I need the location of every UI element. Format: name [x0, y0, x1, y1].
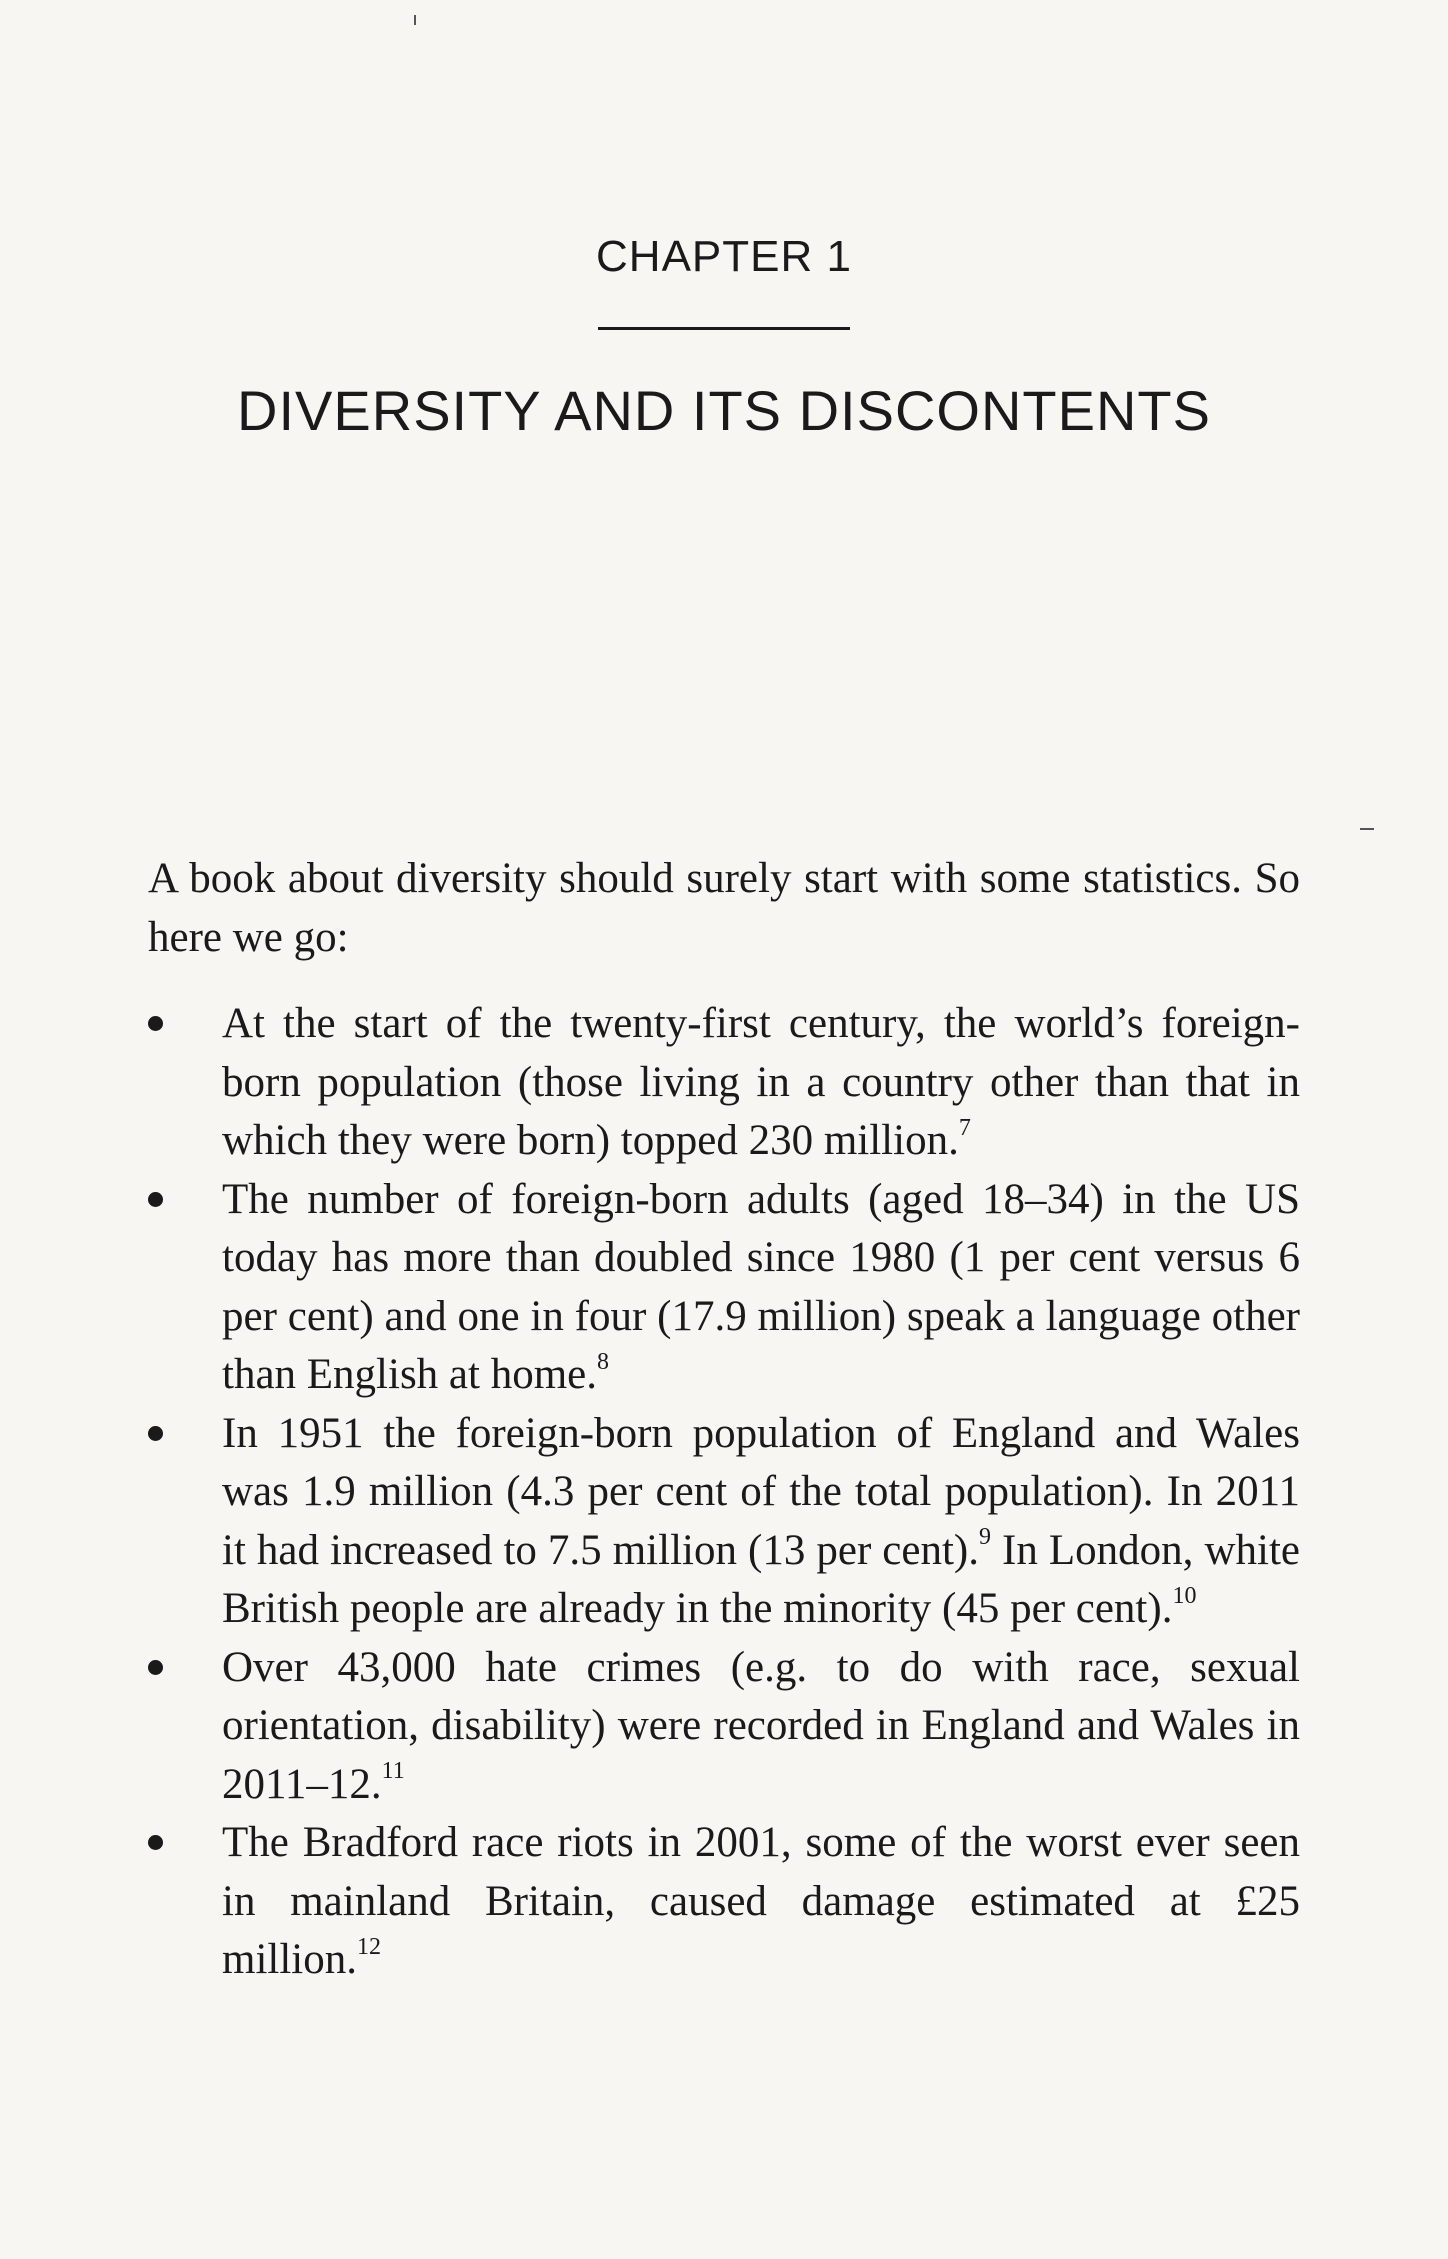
footnote-marker: 8 [597, 1348, 609, 1375]
statistics-list [148, 995, 1300, 1990]
bullet-icon [148, 1660, 163, 1675]
bullet-icon [148, 1016, 163, 1031]
footnote-marker: 7 [958, 1114, 971, 1141]
footnote-marker: 9 [979, 1524, 991, 1551]
body-text [148, 850, 1300, 1990]
list-item-text: The number of foreign-born adults (aged 18–34) in the US today has more than doubled since 1980 (1 per cent versus 6 per cent) and one in four (17.9 million) speak a language other than English at home. [222, 1175, 1300, 1398]
list-item-text: The Bradford race riots in 2001, some of the worst ever seen in mainland Britain, caused damage estimated at £25 million. [222, 1819, 1300, 1983]
list-item [148, 1171, 1300, 1405]
list-item-text: In London, white British people are already in the minority (45 per cent). [222, 1526, 1300, 1632]
footnote-marker: 10 [1172, 1582, 1197, 1609]
bullet-icon [148, 1426, 163, 1441]
chapter-label: CHAPTER 1 [596, 232, 852, 281]
bullet-icon [148, 1835, 163, 1850]
list-item [148, 1405, 1300, 1639]
list-item [148, 995, 1300, 1171]
list-item [148, 1814, 1300, 1990]
list-item-text: In 1951 the foreign-born population of England and Wales was 1.9 million (4.3 per cent of the total population). In 2011 it had increased to 7.5 million (13 per cent). [222, 1409, 1300, 1574]
scan-speck [414, 15, 416, 25]
footnote-marker: 12 [356, 1933, 381, 1960]
chapter-divider [598, 327, 850, 330]
list-item-text: Over 43,000 hate crimes (e.g. to do with race, sexual orientation, disability) were recorded in England and Wales in 2011–12. [222, 1643, 1300, 1808]
footnote-marker: 11 [381, 1758, 405, 1785]
intro-paragraph: A book about diversity should surely start with some statistics. So here we go: [148, 855, 1300, 961]
list-item [148, 1639, 1300, 1815]
bullet-icon [148, 1192, 163, 1207]
list-item-text: At the start of the twenty-first century, the world’s foreign-born population (those living in a country other than that in which they were born) topped 230 million. [222, 1000, 1300, 1164]
scan-speck [1360, 828, 1374, 830]
chapter-title: DIVERSITY AND ITS DISCONTENTS [237, 379, 1211, 442]
